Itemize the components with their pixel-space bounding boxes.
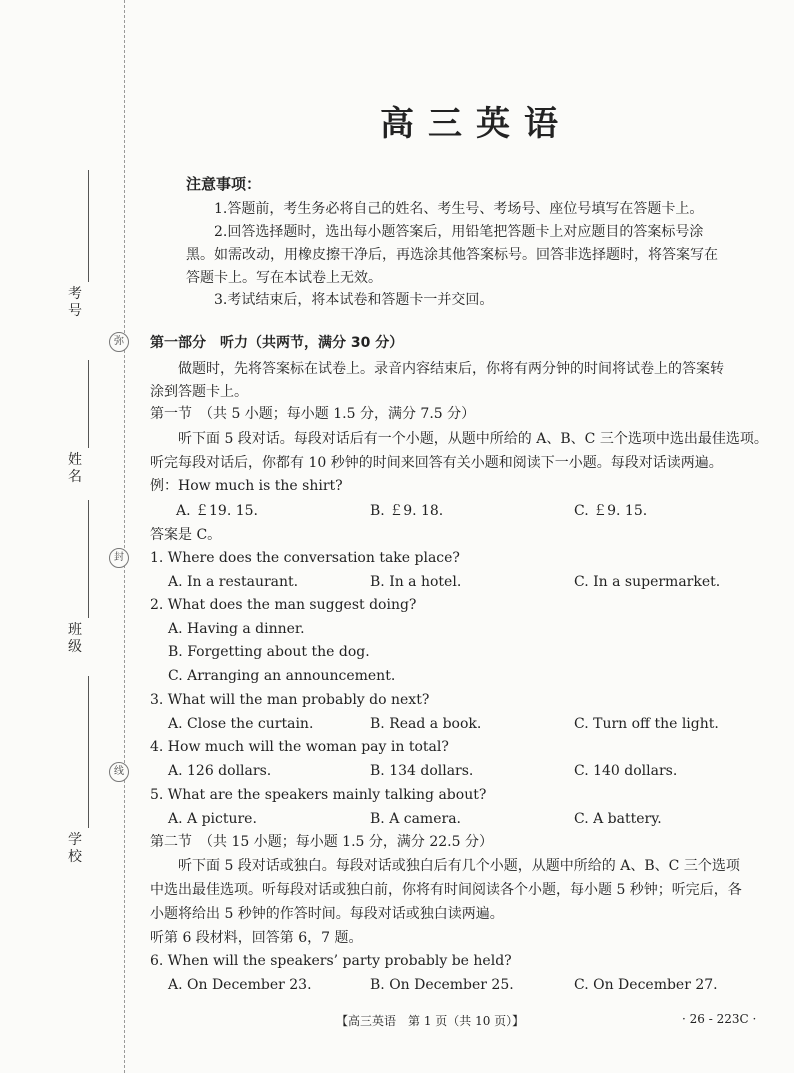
option-b: B. Read a book.	[370, 716, 482, 732]
question-stem: 1. Where does the conversation take place?	[150, 550, 460, 566]
question-stem: 2. What does the man suggest doing?	[150, 597, 417, 613]
option-b: B. A camera.	[370, 811, 461, 827]
option-c: C. In a supermarket.	[574, 574, 721, 590]
notice-line: 答题卡上。写在本试卷上无效。	[186, 270, 382, 286]
notice-line: 1.答题前，考生务必将自己的姓名、考生号、考场号、座位号填写在答题卡上。	[214, 201, 704, 217]
option-a: A. Having a dinner.	[168, 621, 305, 637]
binding-mark-mi: 弥	[109, 332, 129, 352]
question-stem: 4. How much will the woman pay in total?	[150, 739, 449, 755]
option-b: B. 134 dollars.	[370, 763, 474, 779]
section1-instruction: 听完每段对话后，你都有 10 秒钟的时间来回答有关小题和阅读下一小题。每段对话读两遍。	[150, 455, 723, 471]
example-answer: 答案是 C。	[150, 527, 222, 543]
binding-mark-feng: 封	[109, 548, 129, 568]
part1-instruction: 做题时，先将答案标在试卷上。录音内容结束后，你将有两分钟的时间将试卷上的答案转	[178, 361, 724, 377]
option-a: A. In a restaurant.	[168, 574, 299, 590]
question-stem: 3. What will the man probably do next?	[150, 692, 430, 708]
page-title: 高三英语	[380, 104, 572, 144]
option-c: C. On December 27.	[574, 977, 718, 993]
option-c: C. 140 dollars.	[574, 763, 678, 779]
option-a: A. 126 dollars.	[168, 763, 272, 779]
option-b: B. In a hotel.	[370, 574, 462, 590]
paper-code: · 26 - 223C ·	[682, 1012, 757, 1026]
field-exam-number-label: 考号	[68, 286, 82, 319]
option-c: C. Arranging an announcement.	[168, 668, 396, 684]
part1-instruction: 涂到答题卡上。	[150, 384, 248, 400]
example-question: 例：How much is the shirt?	[150, 478, 343, 494]
binding-line	[124, 0, 125, 1073]
option-c: C. A battery.	[574, 811, 662, 827]
notice-heading: 注意事项：	[186, 175, 262, 193]
section2-title: 第二节 （共 15 小题；每小题 1.5 分，满分 22.5 分）	[150, 834, 493, 850]
notice-line: 2.回答选择题时，选出每小题答案后，用铅笔把答题卡上对应题目的答案标号涂	[214, 224, 704, 240]
binding-mark-xian: 线	[109, 762, 129, 782]
option-a: A. On December 23.	[168, 977, 312, 993]
section2-instruction: 小题将给出 5 秒钟的作答时间。每段对话或独白读两遍。	[150, 906, 504, 922]
option-a: A. Close the curtain.	[168, 716, 314, 732]
example-option-b: B. ￡9. 18.	[370, 503, 444, 519]
option-b: B. On December 25.	[370, 977, 514, 993]
option-c: C. Turn off the light.	[574, 716, 719, 732]
section1-instruction: 听下面 5 段对话。每段对话后有一个小题，从题中所给的 A、B、C 三个选项中选出最佳选项。	[178, 431, 768, 447]
field-class-label: 班级	[68, 622, 82, 655]
question-stem: 6. When will the speakers’ party probably be held?	[150, 953, 512, 969]
example-option-a: A. ￡19. 15.	[176, 503, 258, 519]
notice-line: 黑。如需改动，用橡皮擦干净后，再选涂其他答案标号。回答非选择题时，将答案写在	[186, 247, 718, 263]
option-b: B. Forgetting about the dog.	[168, 644, 370, 660]
field-school-label: 学校	[68, 832, 82, 865]
example-option-c: C. ￡9. 15.	[574, 503, 648, 519]
page-footer: 【高三英语 第 1 页（共 10 页）】	[336, 1014, 525, 1028]
section2-instruction: 中选出最佳选项。听每段对话或独白前，你将有时间阅读各个小题，每小题 5 秒钟；听完后，各	[150, 882, 742, 898]
option-a: A. A picture.	[168, 811, 257, 827]
notice-line: 3.考试结束后，将本试卷和答题卡一并交回。	[214, 292, 494, 308]
section1-title: 第一节 （共 5 小题；每小题 1.5 分，满分 7.5 分）	[150, 406, 476, 422]
field-name-label: 姓名	[68, 452, 82, 485]
material-6-heading: 听第 6 段材料，回答第 6，7 题。	[150, 930, 363, 946]
question-stem: 5. What are the speakers mainly talking about?	[150, 787, 487, 803]
section2-instruction: 听下面 5 段对话或独白。每段对话或独白后有几个小题，从题中所给的 A、B、C 三个选项	[178, 858, 740, 874]
part1-title: 第一部分 听力（共两节，满分 30 分）	[150, 335, 404, 351]
